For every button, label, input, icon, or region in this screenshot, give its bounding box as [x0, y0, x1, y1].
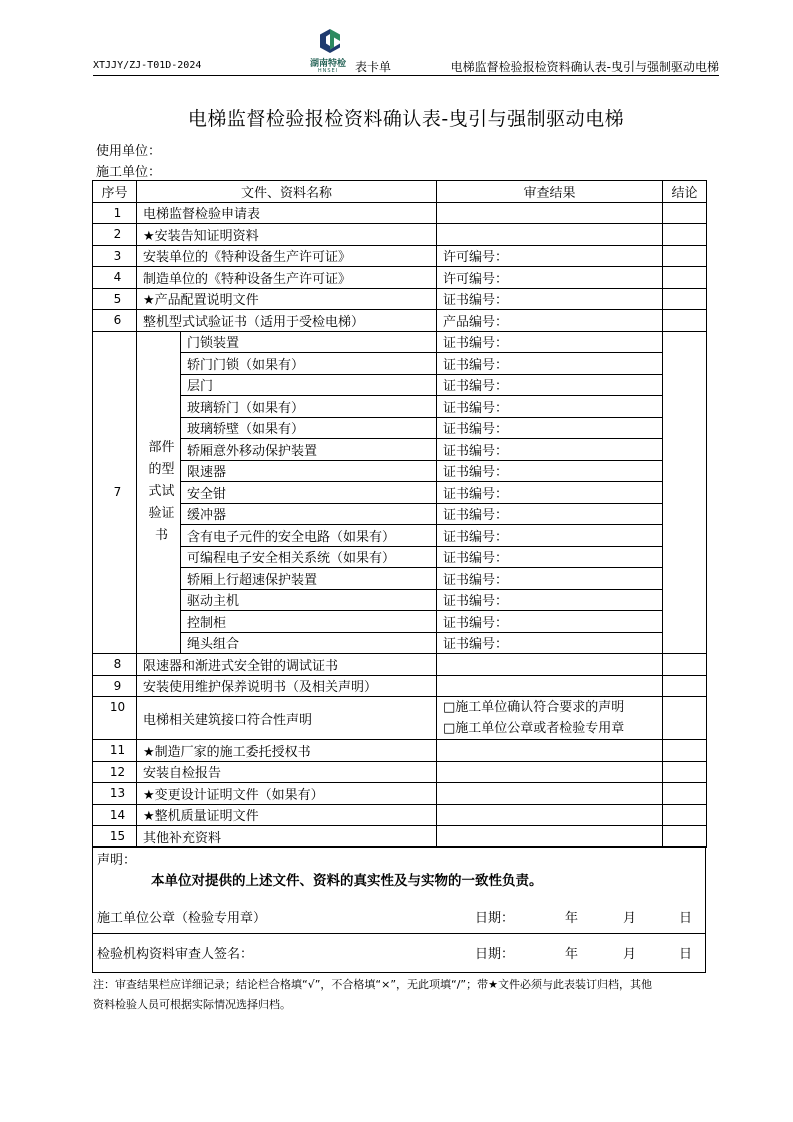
- table-row: [93, 331, 707, 353]
- row-no: 10: [93, 697, 137, 740]
- row-result[interactable]: 证书编号：: [437, 503, 663, 525]
- logo-text-en: HNSEI: [317, 68, 339, 74]
- component-name: 轿厢意外移动保护装置: [181, 439, 437, 461]
- component-name: 门锁装置: [181, 331, 437, 353]
- table-row: [93, 525, 707, 547]
- row-no: 7: [93, 331, 137, 654]
- row-result[interactable]: [437, 675, 663, 697]
- component-name: 驱动主机: [181, 589, 437, 611]
- row-name: 电梯监督检验申请表: [137, 202, 437, 224]
- table-row: [93, 245, 707, 267]
- month-label: 月: [623, 911, 637, 926]
- row-conclusion[interactable]: [663, 310, 707, 332]
- row-no: 3: [93, 245, 137, 267]
- row-name: 限速器和渐进式安全钳的调试证书: [137, 654, 437, 676]
- row-no: 13: [93, 783, 137, 805]
- component-name: 可编程电子安全相关系统（如果有）: [181, 546, 437, 568]
- day-label: 日: [679, 947, 693, 962]
- row-no: 2: [93, 224, 137, 246]
- footnote: [93, 975, 723, 1015]
- row-conclusion[interactable]: [663, 267, 707, 289]
- row-result-options: [437, 697, 663, 740]
- row-result[interactable]: 许可编号：: [437, 267, 663, 289]
- component-name: 绳头组合: [181, 632, 437, 654]
- group-label-line: 的型: [148, 462, 175, 478]
- header-title: 电梯监督检验报检资料确认表-曳引与强制驱动电梯: [450, 60, 719, 74]
- row-conclusion[interactable]: [663, 675, 707, 697]
- construction-seal-label: 施工单位公章（检验专用章）: [97, 911, 267, 926]
- declaration-label: 声明：: [97, 853, 137, 868]
- table-row: [93, 224, 707, 246]
- table-row: [93, 611, 707, 633]
- table-row: [93, 740, 707, 762]
- row-result[interactable]: [437, 804, 663, 826]
- component-name: 玻璃轿壁（如果有）: [181, 417, 437, 439]
- component-name: 轿厢上行超速保护装置: [181, 568, 437, 590]
- table-row: [93, 288, 707, 310]
- row-conclusion[interactable]: [663, 697, 707, 740]
- row-conclusion[interactable]: [663, 288, 707, 310]
- table-row: [93, 675, 707, 697]
- row-name: 制造单位的《特种设备生产许可证》: [137, 267, 437, 289]
- row-result[interactable]: 证书编号：: [437, 546, 663, 568]
- group-label-type-test-certificates: [137, 331, 181, 654]
- row-result[interactable]: 证书编号：: [437, 353, 663, 375]
- year-label: 年: [565, 947, 579, 962]
- component-name: 层门: [181, 374, 437, 396]
- row-no: 12: [93, 761, 137, 783]
- row-result[interactable]: [437, 740, 663, 762]
- row-no: 1: [93, 202, 137, 224]
- row-result[interactable]: 证书编号：: [437, 482, 663, 504]
- document-code: XTJJY/ZJ-T01D-2024: [93, 60, 202, 71]
- logo-mark-icon: [318, 28, 342, 54]
- table-row: [93, 783, 707, 805]
- row-no: 9: [93, 675, 137, 697]
- date-label: 日期：: [475, 947, 515, 962]
- checkbox-official-seal[interactable]: □施工单位公章或者检验专用章: [443, 721, 625, 736]
- row-no: 4: [93, 267, 137, 289]
- row-name: 安装单位的《特种设备生产许可证》: [137, 245, 437, 267]
- table-row: [93, 697, 707, 740]
- row-result[interactable]: [437, 826, 663, 848]
- row-name: ★整机质量证明文件: [137, 804, 437, 826]
- row-conclusion[interactable]: [663, 224, 707, 246]
- page-title: 电梯监督检验报检资料确认表-曳引与强制驱动电梯: [187, 108, 625, 130]
- table-row: [93, 632, 707, 654]
- table-row: [93, 761, 707, 783]
- row-result[interactable]: 许可编号：: [437, 245, 663, 267]
- row-conclusion[interactable]: [663, 804, 707, 826]
- row-result[interactable]: 证书编号：: [437, 589, 663, 611]
- row-name: ★安装告知证明资料: [137, 224, 437, 246]
- row-result[interactable]: 产品编号：: [437, 310, 663, 332]
- group-label-line: 验证: [148, 506, 175, 522]
- row-name: ★变更设计证明文件（如果有）: [137, 783, 437, 805]
- table-row: [93, 826, 707, 848]
- table-row: [93, 374, 707, 396]
- row-no: 15: [93, 826, 137, 848]
- row-result[interactable]: 证书编号：: [437, 288, 663, 310]
- table-row: [93, 267, 707, 289]
- row-result[interactable]: 证书编号：: [437, 525, 663, 547]
- table-row: [93, 804, 707, 826]
- row-name: 安装使用维护保养说明书（及相关声明）: [137, 675, 437, 697]
- component-name: 玻璃轿门（如果有）: [181, 396, 437, 418]
- row-result[interactable]: [437, 761, 663, 783]
- table-row: [93, 546, 707, 568]
- component-name: 缓冲器: [181, 503, 437, 525]
- row-name: 整机型式试验证书（适用于受检电梯）: [137, 310, 437, 332]
- inspector-sign-label: 检验机构资料审查人签名：: [97, 947, 254, 962]
- row-name: 安装自检报告: [137, 761, 437, 783]
- construction-unit-label: 施工单位：: [96, 165, 162, 180]
- table-row: [93, 202, 707, 224]
- row-result[interactable]: 证书编号：: [437, 460, 663, 482]
- hnsei-logo: [305, 28, 351, 74]
- header-result: 审查结果: [437, 181, 663, 203]
- header-name: 文件、资料名称: [137, 181, 437, 203]
- group-label-line: 书: [154, 528, 168, 544]
- table-row: [93, 396, 707, 418]
- inspector-sign-cell[interactable]: [93, 934, 706, 973]
- page-header: [93, 24, 719, 76]
- footnote-line: 注：审查结果栏应详细记录；结论栏合格填“√”，不合格填“×”，无此项填“/”；带★文件必须与此表装订归档，其他: [93, 978, 652, 991]
- month-label: 月: [623, 947, 637, 962]
- year-label: 年: [565, 911, 579, 926]
- date-label: 日期：: [475, 911, 515, 926]
- row-result[interactable]: [437, 224, 663, 246]
- row-result[interactable]: 证书编号：: [437, 417, 663, 439]
- row-result[interactable]: 证书编号：: [437, 396, 663, 418]
- row-conclusion[interactable]: [663, 740, 707, 762]
- component-name: 限速器: [181, 460, 437, 482]
- table-row: [93, 439, 707, 461]
- row-result[interactable]: 证书编号：: [437, 331, 663, 353]
- row-result[interactable]: 证书编号：: [437, 568, 663, 590]
- logo-text-cn: 湖南特检: [309, 59, 346, 69]
- row-conclusion[interactable]: [663, 654, 707, 676]
- row-name: ★产品配置说明文件: [137, 288, 437, 310]
- row-no: 11: [93, 740, 137, 762]
- row-conclusion[interactable]: [663, 783, 707, 805]
- component-name: 轿门门锁（如果有）: [181, 353, 437, 375]
- table-row: [93, 310, 707, 332]
- table-row: [93, 482, 707, 504]
- row-result[interactable]: 证书编号：: [437, 611, 663, 633]
- component-name: 控制柜: [181, 611, 437, 633]
- row-no: 6: [93, 310, 137, 332]
- row-conclusion[interactable]: [663, 761, 707, 783]
- row-no: 14: [93, 804, 137, 826]
- row-name: 其他补充资料: [137, 826, 437, 848]
- document-checklist-table: [92, 180, 707, 848]
- row-result[interactable]: [437, 654, 663, 676]
- table-row: [93, 589, 707, 611]
- row-result[interactable]: 证书编号：: [437, 632, 663, 654]
- form-type-label: 表卡单: [355, 60, 392, 74]
- row-conclusion[interactable]: [663, 331, 707, 654]
- header-no: 序号: [93, 181, 137, 203]
- row-result[interactable]: 证书编号：: [437, 439, 663, 461]
- table-row: [93, 417, 707, 439]
- table-row: [93, 353, 707, 375]
- day-label: 日: [679, 911, 693, 926]
- declaration-table: [92, 846, 706, 973]
- group-label-line: 部件: [148, 440, 175, 456]
- row-conclusion[interactable]: [663, 826, 707, 848]
- declaration-cell: [93, 847, 706, 934]
- table-row: [93, 654, 707, 676]
- row-no: 8: [93, 654, 137, 676]
- table-row: [93, 568, 707, 590]
- component-name: 安全钳: [181, 482, 437, 504]
- row-name: ★制造厂家的施工委托授权书: [137, 740, 437, 762]
- row-result[interactable]: [437, 783, 663, 805]
- header-conclusion: 结论: [663, 181, 707, 203]
- row-result[interactable]: 证书编号：: [437, 374, 663, 396]
- checkbox-confirm-declaration[interactable]: □施工单位确认符合要求的声明: [443, 700, 625, 715]
- header-divider: [93, 75, 719, 76]
- row-name: 电梯相关建筑接口符合性声明: [137, 697, 437, 740]
- group-label-line: 式试: [148, 484, 175, 500]
- table-row: [93, 460, 707, 482]
- row-conclusion[interactable]: [663, 245, 707, 267]
- row-result[interactable]: [437, 202, 663, 224]
- declaration-text: 本单位对提供的上述文件、资料的真实性及与实物的一致性负责。: [151, 873, 543, 889]
- use-unit-label: 使用单位：: [96, 144, 162, 159]
- table-row: [93, 503, 707, 525]
- row-no: 5: [93, 288, 137, 310]
- component-name: 含有电子元件的安全电路（如果有）: [181, 525, 437, 547]
- footnote-line: 资料检验人员可根据实际情况选择归档。: [93, 998, 291, 1011]
- table-header-row: [93, 181, 707, 203]
- row-conclusion[interactable]: [663, 202, 707, 224]
